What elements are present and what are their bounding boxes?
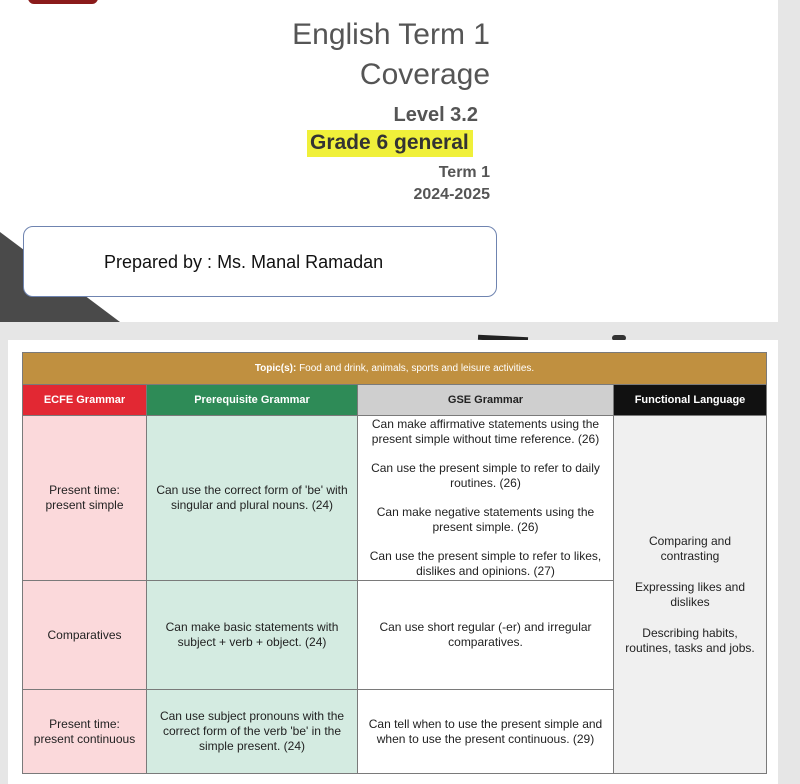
gse-item: Can use short regular (-er) and irregular comparatives.	[379, 620, 592, 649]
title-line-2: Coverage	[359, 58, 490, 91]
prepared-by-box	[23, 226, 497, 297]
prerequisite-cell: Can use the correct form of 'be' with singular and plural nouns. (24)	[147, 416, 358, 581]
gse-cell	[358, 581, 614, 690]
grade-label: Grade 6 general	[307, 130, 473, 157]
header-gse-grammar: GSE Grammar	[358, 385, 614, 416]
gse-item: Can use the present simple to refer to daily routines. (26)	[371, 461, 600, 490]
term-label: Term 1	[438, 164, 490, 181]
functional-item: Expressing likes and dislikes	[634, 579, 746, 609]
topic-label: Topic(s):	[254, 363, 297, 374]
ecfe-cell: Present time: present continuous	[23, 690, 147, 774]
topic-row	[23, 353, 767, 385]
gse-cell	[358, 690, 614, 774]
ecfe-cell: Comparatives	[23, 581, 147, 690]
functional-item: Comparing and contrasting	[648, 533, 732, 563]
prerequisite-cell: Can make basic statements with subject + verb + object. (24)	[147, 581, 358, 690]
ecfe-cell: Present time: present simple	[23, 416, 147, 581]
header-functional-language: Functional Language	[614, 385, 767, 416]
functional-item: Describing habits, routines, tasks and jobs.	[625, 625, 755, 655]
functional-cell	[614, 416, 767, 774]
coverage-page	[8, 340, 778, 784]
prepared-by-text: Prepared by : Ms. Manal Ramadan	[104, 252, 384, 272]
topic-text: Food and drink, animals, sports and leisure activities.	[296, 363, 535, 374]
header-prerequisite-grammar: Prerequisite Grammar	[147, 385, 358, 416]
gse-item: Can use the present simple to refer to likes, dislikes and opinions. (27)	[369, 549, 602, 578]
header-row	[23, 385, 767, 416]
gse-item: Can make negative statements using the present simple. (26)	[376, 505, 595, 534]
level-label: Level 3.2	[393, 104, 478, 126]
page-gap	[0, 322, 800, 338]
gse-item: Can tell when to use the present simple and when to use the present continuous. (29)	[368, 716, 603, 746]
header-ecfe-grammar: ECFE Grammar	[23, 385, 147, 416]
gse-item: Can make affirmative statements using the present simple without time reference. (26)	[371, 417, 600, 446]
corner-logo	[28, 0, 98, 4]
prerequisite-cell: Can use subject pronouns with the correct form of the verb 'be' in the simple present. (24)	[147, 690, 358, 774]
year-label: 2024-2025	[413, 186, 490, 203]
coverage-table	[22, 352, 767, 774]
gse-cell	[358, 416, 614, 581]
topic-cell	[23, 353, 767, 385]
table-row	[23, 416, 767, 581]
title-line-1: English Term 1	[292, 18, 490, 51]
cover-page	[0, 0, 778, 322]
